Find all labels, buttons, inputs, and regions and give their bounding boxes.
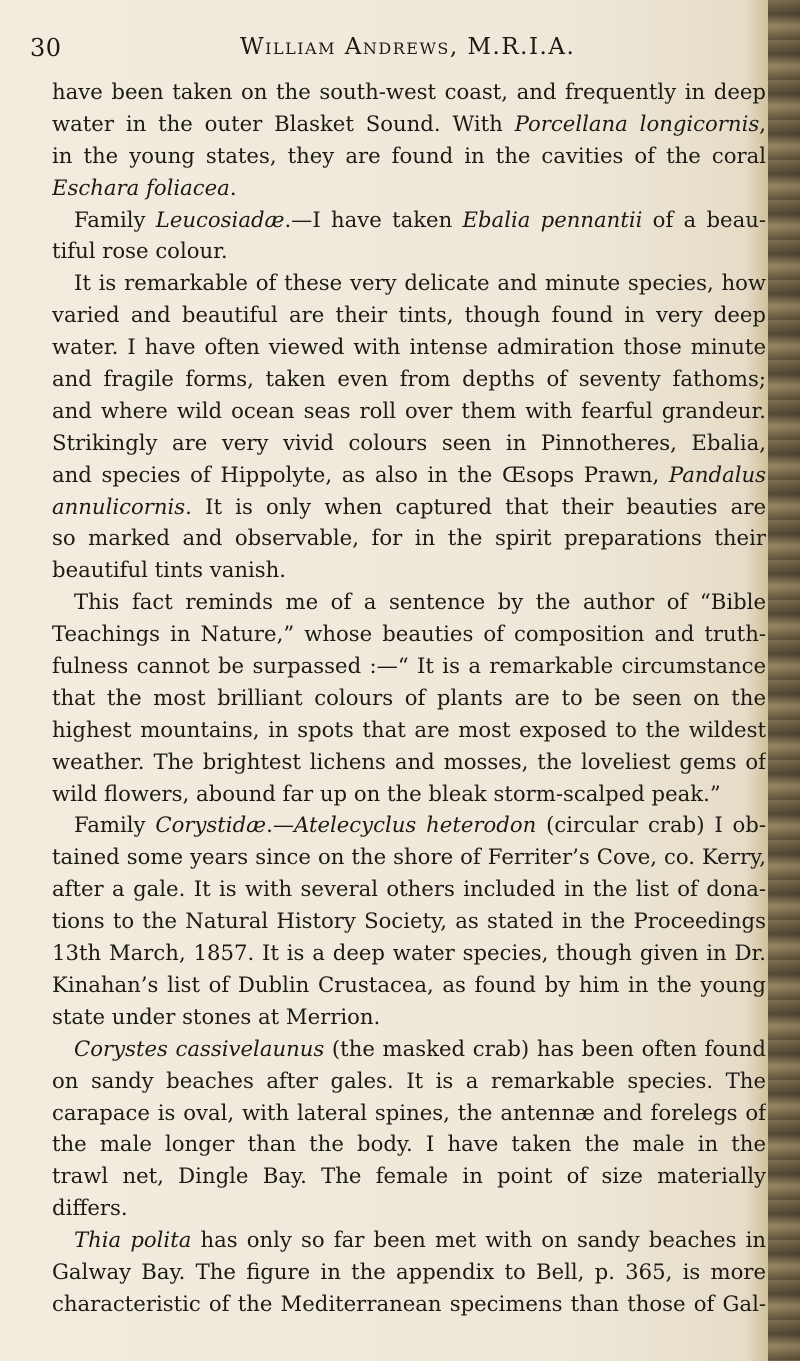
text-line xyxy=(52,491,766,523)
page-header xyxy=(30,30,750,70)
text-segment: Strikingly are very vivid colours seen in Pinnotheres, Ebalia, xyxy=(52,429,766,455)
text-line xyxy=(52,299,766,331)
italic-segment: Atelecyclus heterodon xyxy=(294,812,537,838)
text-segment: Family xyxy=(74,812,156,838)
text-line xyxy=(52,873,766,905)
book-binding-edge xyxy=(768,0,800,1361)
text-segment: on sandy beaches after gales. It is a remarkable species. The xyxy=(52,1067,766,1093)
italic-segment: Thia polita xyxy=(74,1227,192,1253)
text-line xyxy=(52,76,766,108)
text-line xyxy=(52,172,766,204)
text-line xyxy=(52,714,766,746)
text-segment: Family xyxy=(74,206,156,232)
text-line xyxy=(52,267,766,299)
text-line xyxy=(52,1097,766,1129)
text-segment: (circular crab) I ob- xyxy=(536,812,766,838)
italic-segment: Leucosiadæ xyxy=(155,206,285,232)
text-segment: .—I have taken xyxy=(284,206,463,232)
italic-segment: Corystidæ xyxy=(155,812,267,838)
text-segment: .— xyxy=(266,812,295,838)
text-line xyxy=(52,1128,766,1160)
text-segment: fulness cannot be surpassed :—“ It is a remarkable circumstance xyxy=(52,653,766,679)
text-segment: tained some years since on the shore of Ferriter’s Cove, co. Kerry, xyxy=(52,844,766,870)
text-segment: , xyxy=(759,110,766,136)
text-segment: have been taken on the south-west coast, and frequently in deep xyxy=(52,79,766,104)
text-segment: varied and beautiful are their tints, though found in very deep xyxy=(52,302,766,328)
text-line xyxy=(52,1001,766,1033)
text-segment: and fragile forms, taken even from depths of seventy fathoms; xyxy=(52,366,766,392)
text-segment: It is remarkable of these very delicate and minute species, how xyxy=(74,270,766,296)
text-line xyxy=(52,778,766,810)
text-segment: and species of Hippolyte, as also in the Œsops Prawn, xyxy=(52,461,669,487)
text-line xyxy=(52,650,766,682)
text-line xyxy=(52,395,766,427)
text-line xyxy=(52,140,766,172)
text-segment: water. I have often viewed with intense admiration those minute xyxy=(52,334,766,360)
text-segment: water in the outer Blasket Sound. With xyxy=(52,110,515,136)
text-segment: 13th March, 1857. It is a deep water species, though given in Dr. xyxy=(52,940,766,966)
text-segment: state under stones at Merrion. xyxy=(52,1003,381,1029)
text-line xyxy=(52,235,766,267)
page-number: 30 xyxy=(30,34,62,62)
italic-segment: Eschara foliacea xyxy=(52,174,230,200)
text-segment: has only so far been met with on sandy beaches in xyxy=(191,1227,766,1253)
text-line xyxy=(52,1033,766,1065)
text-segment: Galway Bay. The figure in the appendix to Bell, p. 365, is more xyxy=(52,1258,766,1284)
text-line xyxy=(52,1288,766,1320)
text-segment: wild flowers, abound far up on the bleak storm-scalped peak.” xyxy=(52,780,721,806)
text-line xyxy=(52,746,766,778)
italic-segment: annulicornis xyxy=(52,493,186,519)
text-line xyxy=(52,1065,766,1097)
text-line xyxy=(52,937,766,969)
text-segment: the male longer than the body. I have taken the male in the xyxy=(52,1131,766,1157)
text-segment: of a beau- xyxy=(642,206,766,232)
text-line xyxy=(52,204,766,236)
italic-segment: Ebalia pennantii xyxy=(462,206,643,232)
text-line xyxy=(52,522,766,554)
text-segment: . xyxy=(229,174,237,200)
text-segment: that the most brilliant colours of plants are to be seen on the xyxy=(52,684,766,710)
text-line xyxy=(52,905,766,937)
text-line xyxy=(52,969,766,1001)
running-head: William Andrews, M.R.I.A. xyxy=(240,34,576,60)
text-segment: weather. The brightest lichens and mosses, the loveliest gems of xyxy=(52,748,766,774)
text-line xyxy=(52,841,766,873)
text-line xyxy=(52,618,766,650)
text-segment: highest mountains, in spots that are most exposed to the wildest xyxy=(52,716,766,742)
text-segment: after a gale. It is with several others included in the list of dona- xyxy=(52,876,766,902)
text-line xyxy=(52,1160,766,1192)
italic-segment: Corystes cassivelaunus xyxy=(74,1035,325,1061)
text-line xyxy=(52,108,766,140)
text-line xyxy=(52,331,766,363)
text-segment: (the masked crab) has been often found xyxy=(324,1035,766,1061)
text-segment: carapace is oval, with lateral spines, the antennæ and forelegs of xyxy=(52,1099,766,1125)
text-segment: differs. xyxy=(52,1195,128,1221)
text-segment: tions to the Natural History Society, as stated in the Proceedings xyxy=(52,908,766,934)
italic-segment: Porcellana longicornis xyxy=(514,110,760,136)
text-line xyxy=(52,586,766,618)
text-segment: . It is only when captured that their beauties are xyxy=(185,493,766,519)
text-segment: in the young states, they are found in the cavities of the coral xyxy=(52,142,766,168)
text-segment: beautiful tints vanish. xyxy=(52,557,287,583)
italic-segment: Pandalus xyxy=(668,461,766,487)
text-line xyxy=(52,363,766,395)
text-segment: Kinahan’s list of Dublin Crustacea, as found by him in the young xyxy=(52,971,766,997)
text-segment: tiful rose colour. xyxy=(52,238,228,264)
text-segment: characteristic of the Mediterranean specimens than those of Gal- xyxy=(52,1290,766,1316)
text-line xyxy=(52,554,766,586)
text-segment: Teachings in Nature,” whose beauties of composition and truth- xyxy=(52,621,766,647)
text-line xyxy=(52,809,766,841)
text-segment: so marked and observable, for in the spirit preparations their xyxy=(52,525,766,551)
text-line xyxy=(52,459,766,491)
text-line xyxy=(52,682,766,714)
body-text xyxy=(52,76,766,1320)
text-line xyxy=(52,427,766,459)
text-line xyxy=(52,1256,766,1288)
text-segment: This fact reminds me of a sentence by the author of “Bible xyxy=(74,589,766,615)
text-line xyxy=(52,1224,766,1256)
text-segment: and where wild ocean seas roll over them with fearful grandeur. xyxy=(52,397,766,423)
text-segment: trawl net, Dingle Bay. The female in point of size materially xyxy=(52,1163,766,1189)
text-line xyxy=(52,1192,766,1224)
